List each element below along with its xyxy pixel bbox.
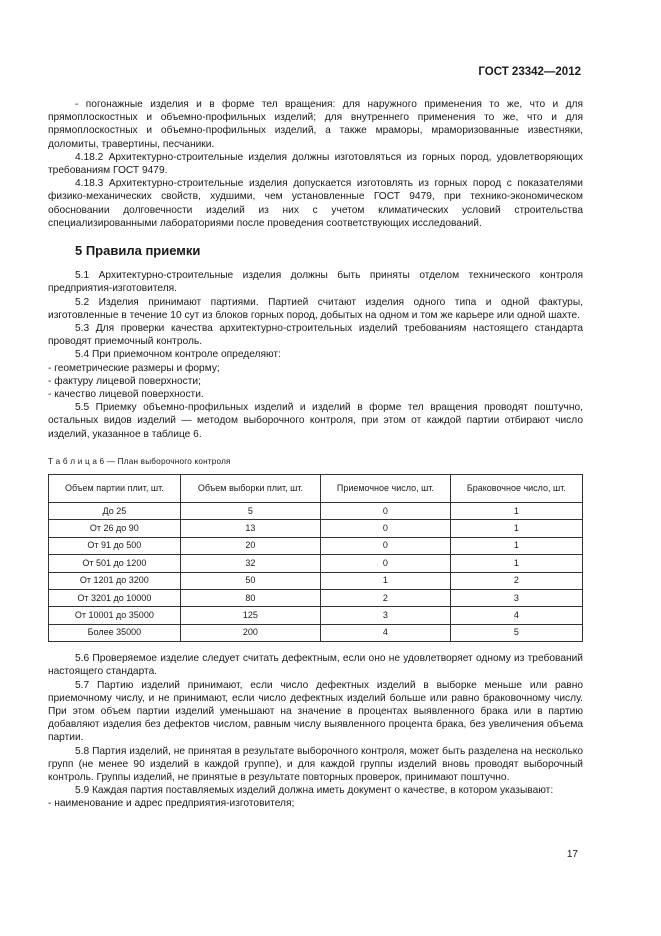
table-row [49,624,583,641]
table-row [49,607,583,624]
table-cell: От 3201 до 10000 [49,590,181,607]
table-cell: 3 [450,590,582,607]
list-item: - наименование и адрес предприятия-изготовителя; [48,798,295,810]
table-cell: От 1201 до 3200 [49,572,181,589]
table-cell: 1 [450,555,582,572]
table-row [49,520,583,537]
table-cell: До 25 [49,503,181,520]
rules-continued [48,652,583,810]
table-cell: От 26 до 90 [49,520,181,537]
list-item: - геометрические размеры и форму; [48,362,220,374]
table-header-row [49,475,583,503]
list-item: - качество лицевой поверхности. [48,389,204,401]
table-header-cell: Объем выборки плит, шт. [180,475,320,503]
table-cell: 125 [180,607,320,624]
paragraph-5-5: 5.5 Приемку объемно-профильных изделий и изделий в форме тел вращения проводят поштучно, остальных видов изделий — методом выборочного контроля, при этом от каждой партии отбирают число изделий, указанное в таблице 6. [48,402,583,440]
table-cell: 1 [321,572,451,589]
table-cell: 0 [321,520,451,537]
table-row [49,590,583,607]
table-row [49,537,583,554]
paragraph-4-18-2: 4.18.2 Архитектурно-строительные изделия должны изготовляться из горных пород, удовлетворяющих требованиям ГОСТ 9479. [48,151,583,177]
section-title: 5 Правила приемки [75,243,201,259]
table-cell: Более 35000 [49,624,181,641]
table-cell: 0 [321,555,451,572]
table-cell: 20 [180,537,320,554]
table-cell: 0 [321,503,451,520]
table-cell: 200 [180,624,320,641]
table-cell: От 10001 до 35000 [49,607,181,624]
table-cell: 80 [180,590,320,607]
table-cell: 2 [321,590,451,607]
sampling-plan-table [48,474,583,642]
table-caption: Т а б л и ц а 6 — План выборочного контроля [48,456,231,466]
table-cell: От 91 до 500 [49,537,181,554]
table-row [49,503,583,520]
table-cell: 1 [450,503,582,520]
table-cell: 4 [321,624,451,641]
paragraph-5-4: 5.4 При приемочном контроле определяют: [75,349,281,361]
table-cell: 5 [450,624,582,641]
table-cell: От 501 до 1200 [49,555,181,572]
table-cell: 1 [450,520,582,537]
table-header-cell: Браковочное число, шт. [450,475,582,503]
paragraph-4-18-3: 4.18.3 Архитектурно-строительные изделия допускается изготовлять из горных пород с показателями физико-механических свойств, худшими, чем установленные ГОСТ 9479, при технико-экономическом обосновании долговечности изделий из них с учетом климатических условий строительства специализированными лабораториями после проведения соответствующих исследований. [48,178,583,229]
paragraph-5-9: 5.9 Каждая партия поставляемых изделий должна иметь документ о качестве, в котором указывают: [75,785,554,797]
paragraph-5-3: 5.3 Для проверки качества архитектурно-строительных изделий требованиям настоящего стандарта проводят приемочный контроль. [48,323,583,348]
list-item: - фактуру лицевой поверхности; [48,375,201,387]
table-cell: 3 [321,607,451,624]
document-code: ГОСТ 23342—2012 [478,66,581,78]
paragraph-5-2: 5.2 Изделия принимают партиями. Партией считают изделия одного типа и одной фактуры, изготовленные в течение 10 сут из блоков горных пород, добытых на одном и том же карьере или одной шахте. [48,296,583,321]
table-row [49,572,583,589]
table-row [49,555,583,572]
paragraph-5-7: 5.7 Партию изделий принимают, если число дефектных изделий в выборке меньше или равно приемочному числу, и не принимают, если число дефектных изделий больше или равно браковочному числу. При этом объем партии изделий уменьшают на значение в процентах выявленного брака или в партию добавляют изделия без дефектов числом, равным числу выявленного процента брака, без увеличения объема партии. [48,679,583,744]
paragraph-5-6: 5.6 Проверяемое изделие следует считать дефектным, если оно не удовлетворяет одному из требований настоящего стандарта. [48,653,583,678]
table-cell: 4 [450,607,582,624]
table-header-cell: Объем партии плит, шт. [49,475,181,503]
paragraph-intro-1: - погонажные изделия и в форме тел вращения: для наружного применения то же, что и для прямоплоскостных и объемно-профильных изделий; для внутреннего применения то же, что и для прямоплоскостных и объемно-профильных изделий, а также мраморы, мраморизованные известняки, доломиты, травертины, песчаники. [48,99,583,150]
table-cell: 1 [450,537,582,554]
table-cell: 0 [321,537,451,554]
table-cell: 2 [450,572,582,589]
table-cell: 5 [180,503,320,520]
paragraph-5-8: 5.8 Партия изделий, не принятая в результате выборочного контроля, может быть разделена на несколько групп (не менее 90 изделий в каждой группе), и для каждой группы изделий вновь проводят выборочный контроль. Группы изделий, не принятые в результате повторных проверок, принимают поштучно. [48,745,583,784]
table-cell: 32 [180,555,320,572]
table-cell: 13 [180,520,320,537]
paragraph-5-1: 5.1 Архитектурно-строительные изделия должны быть приняты отделом технического контроля предприятия-изготовителя. [48,270,583,295]
page-number: 17 [566,849,578,860]
page-content [48,98,583,811]
table-header-cell: Приемочное число, шт. [321,475,451,503]
table-cell: 50 [180,572,320,589]
